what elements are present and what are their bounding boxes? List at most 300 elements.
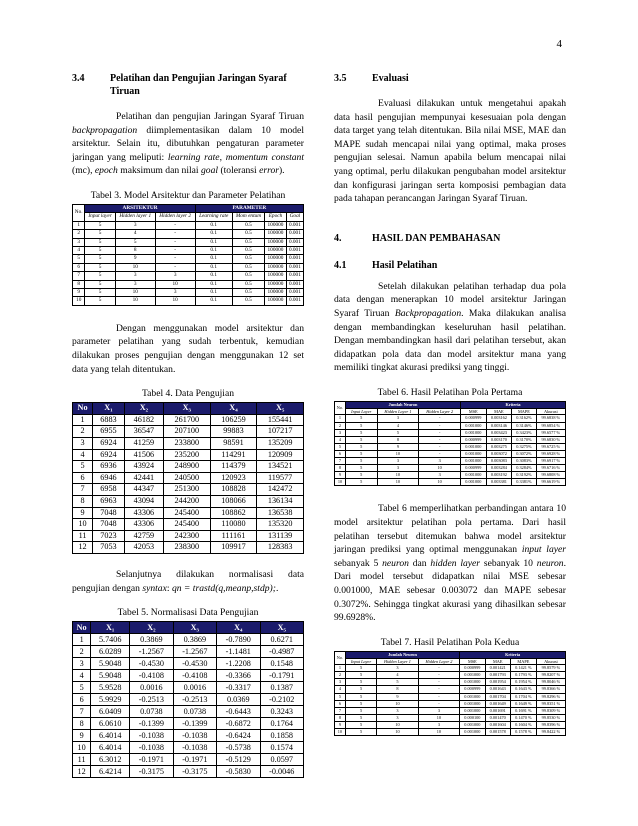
table-cell: - <box>418 693 459 700</box>
table-cell: 10 <box>115 263 155 271</box>
table-cell: 5 <box>345 686 376 693</box>
table-cell: 3 <box>73 658 91 670</box>
table-cell: 10 <box>377 450 419 457</box>
table-cell: 99.6716 % <box>536 465 565 472</box>
table-cell: 1 <box>73 221 85 229</box>
table-cell: 0.001578 <box>485 729 510 736</box>
table-cell: - <box>155 230 195 238</box>
table-cell: 4 <box>335 686 346 693</box>
table-cell: 0.1649 % <box>510 700 536 707</box>
table-cell: 0.001 <box>286 238 303 246</box>
paragraph: Pelatihan dan pengujian Jaringan Syaraf Tiruan backpropagation diimplementasikan dalam 10 model arsitektur. Selain itu, dibutuhkan pengaturan parameter jaringan yang meliputi: learning rate, momentum constant (mc), epoch maksimum dan nilai goal (toleransi error). <box>72 111 305 177</box>
table-cell: 2 <box>335 672 346 679</box>
table-cell: 6936 <box>93 461 125 473</box>
table-cell: 9 <box>73 730 91 742</box>
table-cell: 0.1 <box>195 280 232 288</box>
table-cell: 12 <box>73 766 91 778</box>
table-cell: - <box>418 665 459 672</box>
table-header: Hidden Layer 2 <box>419 409 461 415</box>
table-cell: 3 <box>377 465 419 472</box>
table-cell: 0.1764 <box>260 718 303 730</box>
table-cell: 4 <box>73 449 93 461</box>
table-cell: 1 <box>73 634 91 646</box>
table-cell: 6.3012 <box>91 754 130 766</box>
table-cell: 0.000999 <box>461 465 487 472</box>
table-cell: 120923 <box>210 472 257 484</box>
table-cell: 2 <box>73 426 93 438</box>
section-title: Hasil Pelatihan <box>372 259 438 271</box>
table-row <box>73 238 304 246</box>
table-cell: 6.4014 <box>91 742 130 754</box>
table-cell: - <box>419 415 461 422</box>
table-row <box>335 429 566 436</box>
table-cell: 5 <box>345 436 377 443</box>
table-cell: 5 <box>345 450 377 457</box>
table-row <box>73 255 304 263</box>
table-cell: 0.3243 <box>260 706 303 718</box>
table-cell: 119577 <box>257 472 304 484</box>
table-cell: 5 <box>345 457 377 464</box>
table-row <box>73 706 304 718</box>
table-cell: 5 <box>345 665 376 672</box>
table-row <box>73 682 304 694</box>
table-row <box>335 729 566 736</box>
table-cell: -0.3175 <box>130 766 173 778</box>
training-results-table-1 <box>334 401 566 486</box>
table-cell: 10 <box>377 700 418 707</box>
table-cell: 0.001000 <box>460 693 485 700</box>
table-cell: 0.3869 <box>173 634 216 646</box>
table-cell: 6963 <box>93 495 125 507</box>
table-row <box>73 280 304 288</box>
table-cell: 109917 <box>210 542 257 554</box>
table-cell: -1.1481 <box>217 646 260 658</box>
table-cell: 134521 <box>257 461 304 473</box>
table-cell: 0.1578 % <box>510 729 536 736</box>
table-cell: - <box>419 436 461 443</box>
table-cell: 207100 <box>163 426 210 438</box>
table-cell: -0.5738 <box>217 742 260 754</box>
paragraph: Dengan menggunakan model arsitektur dan parameter pelatihan yang sudah terbentuk, kemudian dilakukan proses pengujian dengan menggunakan 12 set data yang telah ditentukan. <box>72 322 304 375</box>
table-cell: 3 <box>377 457 419 464</box>
table-cell: 6924 <box>93 449 125 461</box>
table-cell: -0.6424 <box>217 730 260 742</box>
table-cell: 0.001000 <box>460 721 485 728</box>
table-header: Hidden Layer 1 <box>377 409 419 415</box>
table-cell: 0.001954 <box>485 679 510 686</box>
table-cell: 10 <box>377 729 418 736</box>
table-cell: 3 <box>377 415 419 422</box>
table-row <box>335 443 566 450</box>
table-cell: 9 <box>115 255 155 263</box>
table-cell: 0.001 <box>286 280 303 288</box>
table-cell: - <box>419 443 461 450</box>
table-cell: 0.3284% <box>512 465 536 472</box>
table-header: Hidden Layer 2 <box>418 658 459 664</box>
table-cell: 100000 <box>265 221 287 229</box>
table-cell: 0.3146% <box>512 422 536 429</box>
normalization-table <box>72 621 304 778</box>
table-row <box>73 461 304 473</box>
table-cell: 0.5 <box>232 263 264 271</box>
table-row <box>73 426 304 438</box>
table-cell: 4 <box>73 670 91 682</box>
table-cell: 1 <box>335 415 346 422</box>
table-cell: 0.001000 <box>460 700 485 707</box>
table-cell: 0.001 <box>286 297 303 305</box>
table-cell: 4 <box>115 230 155 238</box>
table-cell: 7 <box>335 457 346 464</box>
table-cell: -0.2513 <box>130 694 173 706</box>
table-cell: 5 <box>85 272 115 280</box>
table-cell: -1.2208 <box>217 658 260 670</box>
table-cell: 99.6838 % <box>536 415 565 422</box>
table-cell: 10 <box>419 479 461 486</box>
table-cell: 0.001000 <box>461 450 487 457</box>
table-cell: 6883 <box>93 414 125 426</box>
table-cell: 0.1421 % <box>510 665 536 672</box>
section-number: 3.4 <box>72 73 85 84</box>
table-cell: 10 <box>155 297 195 305</box>
table-cell: - <box>419 429 461 436</box>
table-cell: 0.3072% <box>512 450 536 457</box>
table-cell: 0.003170 <box>486 436 512 443</box>
table-header: X₁ <box>91 622 130 634</box>
table-cell: -0.4987 <box>260 646 303 658</box>
table-row <box>73 297 304 305</box>
table-cell: 4 <box>335 436 346 443</box>
table-cell: 0.003275 <box>486 443 512 450</box>
table-cell: 5 <box>345 714 376 721</box>
table-cell: 10 <box>115 297 155 305</box>
table-cell: 5.9048 <box>91 658 130 670</box>
table-row <box>73 247 304 255</box>
table-row <box>73 530 304 542</box>
table-cell: -0.5830 <box>217 766 260 778</box>
table-cell: 5 <box>345 729 376 736</box>
table-cell: 43924 <box>124 461 163 473</box>
table-cell: 99.6854 % <box>536 422 565 429</box>
table-cell: 99.8207 % <box>536 672 565 679</box>
table-cell: -0.3175 <box>173 766 216 778</box>
table-cell: 3 <box>377 714 418 721</box>
table-cell: 5 <box>345 721 376 728</box>
table-caption: Tabel 7. Hasil Pelatihan Pola Kedua <box>380 636 520 648</box>
table-cell: 0.1548 <box>260 658 303 670</box>
table-cell: 114379 <box>210 461 257 473</box>
table-cell: 0.001000 <box>461 457 487 464</box>
table-cell: 3 <box>419 457 461 464</box>
table-cell: - <box>155 247 195 255</box>
table-cell: 6.4014 <box>91 730 130 742</box>
table-cell: 6.4214 <box>91 766 130 778</box>
table-cell: 0.001691 <box>485 707 510 714</box>
table-cell: 0.1 <box>195 289 232 297</box>
table-cell: 7048 <box>93 519 125 531</box>
table-cell: 5 <box>335 443 346 450</box>
table-cell: -0.2102 <box>260 694 303 706</box>
table-cell: 5 <box>345 679 376 686</box>
table-cell: -0.1399 <box>173 718 216 730</box>
paragraph: Tabel 6 memperlihatkan perbandingan antara 10 model arsitektur pelatihan pola pertama. Dari hasil pelatihan tersebut ditemukan bahwa model arsitektur jaringan prediksi yang optimal menggunakan input layer sebanyak 5 neuron dan hidden layer sebanyak 10 neuron. Dari model tersebut didapatkan nilai MSE sebesar 0.001000, MAE sebesar 0.003072 dan MAPE sebesar 0.3072%. Sehingga tingkat akurasi yang dihasilkan sebesar 99.6928%. <box>334 503 567 624</box>
table-cell: 3 <box>155 289 195 297</box>
table-row <box>335 679 566 686</box>
table-cell: 3 <box>115 280 155 288</box>
table-cell: 0.1 <box>195 297 232 305</box>
table-row <box>335 672 566 679</box>
table-cell: -0.3366 <box>217 670 260 682</box>
table-cell: 100000 <box>265 238 287 246</box>
test-data-table <box>72 402 304 554</box>
table-cell: 0.001643 <box>485 686 510 693</box>
table-cell: 7048 <box>93 507 125 519</box>
table-cell: 6 <box>73 472 93 484</box>
table-header: Goal <box>286 213 303 221</box>
table-cell: 6 <box>73 694 91 706</box>
table-cell: 99883 <box>210 426 257 438</box>
table-cell: 3 <box>335 679 346 686</box>
table-row <box>335 714 566 721</box>
table-cell: 0.000100 <box>460 714 485 721</box>
table-cell: 0.1954 % <box>510 679 536 686</box>
table-cell: 8 <box>335 465 346 472</box>
table-cell: 108828 <box>210 484 257 496</box>
table-cell: 0.3162% <box>512 415 536 422</box>
table-header: No. <box>335 401 346 415</box>
table-cell: 0.6271 <box>260 634 303 646</box>
training-results-table-2 <box>334 651 566 736</box>
table-cell: 0.5 <box>232 280 264 288</box>
table-cell: 5 <box>85 289 115 297</box>
subsection-heading <box>334 259 566 272</box>
table-cell: 244200 <box>163 495 210 507</box>
table-cell: 0.001 <box>286 289 303 297</box>
table-cell: 0.3869 <box>130 634 173 646</box>
table-cell: 44347 <box>124 484 163 496</box>
section-title: HASIL DAN PEMBAHASAN <box>372 232 501 244</box>
table-cell: 3 <box>73 238 85 246</box>
table-cell: 10 <box>335 479 346 486</box>
table-cell: -0.4530 <box>130 658 173 670</box>
table-cell: 3 <box>115 272 155 280</box>
table-cell: 99.6725 % <box>536 443 565 450</box>
table-cell: 155441 <box>257 414 304 426</box>
table-cell: 8 <box>377 686 418 693</box>
table-cell: 100000 <box>265 230 287 238</box>
table-cell: 235200 <box>163 449 210 461</box>
table-cell: 5 <box>345 422 377 429</box>
table-cell: 0.001000 <box>461 429 487 436</box>
table-cell: 240500 <box>163 472 210 484</box>
table-cell: 99.8396 % <box>536 721 565 728</box>
table-cell: 6.0610 <box>91 718 130 730</box>
table-cell: -0.1791 <box>260 670 303 682</box>
table-cell: 0.003072 <box>486 450 512 457</box>
table-header: Input layer <box>85 213 115 221</box>
table-cell: 0.003146 <box>486 422 512 429</box>
table-cell: 0.001000 <box>461 422 487 429</box>
table-cell: 43306 <box>124 507 163 519</box>
table-row <box>73 542 304 554</box>
table-cell: - <box>419 450 461 457</box>
table-row <box>73 658 304 670</box>
table-cell: 0.001 <box>286 272 303 280</box>
table-cell: -0.6443 <box>217 706 260 718</box>
table-row <box>335 693 566 700</box>
table-cell: 0.3192% <box>512 472 536 479</box>
table-cell: 3 <box>418 721 459 728</box>
table-cell: 98591 <box>210 438 257 450</box>
table-cell: 0.000999 <box>461 436 487 443</box>
table-row <box>73 694 304 706</box>
table-cell: 0.001 <box>286 230 303 238</box>
table-cell: 5 <box>85 255 115 263</box>
table-cell: 11 <box>73 530 93 542</box>
table-cell: 7 <box>73 272 85 280</box>
table-cell: 100000 <box>265 255 287 263</box>
table-cell: 5 <box>345 672 376 679</box>
table-row <box>335 422 566 429</box>
table-cell: 41259 <box>124 438 163 450</box>
table-cell: 0.001 <box>286 221 303 229</box>
table-cell: 2 <box>73 646 91 658</box>
table-cell: 99.8296 % <box>536 693 565 700</box>
table-header: X₅ <box>257 403 304 415</box>
table-cell: -0.0046 <box>260 766 303 778</box>
table-cell: 0.1 <box>195 272 232 280</box>
table-cell: 10 <box>377 479 419 486</box>
table-cell: 5 <box>345 465 377 472</box>
table-cell: 8 <box>115 247 155 255</box>
table-row <box>73 634 304 646</box>
table-cell: 43306 <box>124 519 163 531</box>
table-cell: 0.001000 <box>461 472 487 479</box>
table-header: No <box>73 403 93 415</box>
table-cell: 7053 <box>93 542 125 554</box>
table-cell: 99.6830 % <box>536 436 565 443</box>
section-heading <box>334 72 566 85</box>
table-cell: 0.1470 % <box>510 714 536 721</box>
table-cell: 0.1691 % <box>510 707 536 714</box>
table-row <box>335 700 566 707</box>
table-cell: 233800 <box>163 438 210 450</box>
table-cell: 0.3275% <box>512 443 536 450</box>
table-cell: 108862 <box>210 507 257 519</box>
table-cell: 5 <box>73 255 85 263</box>
table-header: No. <box>73 204 85 221</box>
table-cell: 0.001000 <box>461 479 487 486</box>
table-cell: 99.8351 % <box>536 700 565 707</box>
page-number: 4 <box>556 38 562 50</box>
table-cell: 0.001 <box>286 263 303 271</box>
table-row <box>73 414 304 426</box>
table-cell: 111161 <box>210 530 257 542</box>
table-cell: - <box>155 221 195 229</box>
table-row <box>73 646 304 658</box>
table-cell: 0.5 <box>232 255 264 263</box>
table-cell: 3 <box>335 429 346 436</box>
table-cell: 8 <box>73 280 85 288</box>
table-cell: 2 <box>73 230 85 238</box>
table-cell: 3 <box>115 221 155 229</box>
table-cell: 6.0409 <box>91 706 130 718</box>
table-cell: - <box>419 422 461 429</box>
table-cell: 10 <box>418 729 459 736</box>
table-cell: 99.6619 % <box>536 479 565 486</box>
table-group-header: Jumlah Neuron <box>345 401 460 408</box>
table-cell: 5 <box>377 429 419 436</box>
table-cell: 0.0369 <box>217 694 260 706</box>
table-header: X₂ <box>130 622 173 634</box>
table-row <box>73 289 304 297</box>
section-heading <box>334 232 566 245</box>
table-cell: 99.6577 % <box>536 429 565 436</box>
table-cell: 0.001649 <box>485 700 510 707</box>
table-cell: 36547 <box>124 426 163 438</box>
table-cell: 6 <box>73 263 85 271</box>
table-header: Hidden Layer 1 <box>377 658 418 664</box>
table-cell: 0.003381 <box>486 479 512 486</box>
table-cell: 0.0738 <box>173 706 216 718</box>
table-row <box>73 730 304 742</box>
table-row <box>335 686 566 693</box>
table-cell: 0.000999 <box>461 415 487 422</box>
table-cell: -0.7890 <box>217 634 260 646</box>
table-cell: 5 <box>115 238 155 246</box>
table-cell: 7 <box>73 706 91 718</box>
section-number: 4. <box>334 232 342 244</box>
table-cell: -0.4108 <box>130 670 173 682</box>
table-cell: 0.5 <box>232 297 264 305</box>
table-cell: 5 <box>345 693 376 700</box>
table-cell: 5.9528 <box>91 682 130 694</box>
table-cell: 99.6808 % <box>536 472 565 479</box>
table-cell: 0.1 <box>195 238 232 246</box>
table-cell: 46182 <box>124 414 163 426</box>
table-cell: 114291 <box>210 449 257 461</box>
architecture-table <box>72 204 304 306</box>
table-cell: 5 <box>377 679 418 686</box>
table-cell: 245400 <box>163 519 210 531</box>
table-cell: -0.5129 <box>217 754 260 766</box>
table-cell: 0.0738 <box>130 706 173 718</box>
table-header: Hidden layer 1 <box>115 213 155 221</box>
table-cell: 5 <box>73 682 91 694</box>
table-cell: 0.1604 % <box>510 721 536 728</box>
table-cell: -0.1038 <box>173 742 216 754</box>
table-cell: 3 <box>377 665 418 672</box>
table-group-header: Jumlah Neuron <box>345 651 459 658</box>
table-header: X₄ <box>210 403 257 415</box>
table-header: MAPE <box>510 658 536 664</box>
table-row <box>73 472 304 484</box>
table-row <box>73 754 304 766</box>
table-cell: - <box>418 686 459 693</box>
table-cell: 6 <box>335 450 346 457</box>
table-cell: -0.1038 <box>130 742 173 754</box>
paragraph: Evaluasi dilakukan untuk mengetahui apakah data hasil pengujian mempunyai kesesuaian pola dengan data target yang telah ditentukan. Bila nilai MSE, MAE dan MAPE sudah mencapai nilai yang optimal, maka proses pengujian selesai. Namun apabila belum mencapai nilai yang optimal, perlu dilakukan pengubahan model arsitektur dan konfigurasi jaringan serta komposisi pembagian data pada tahapan perancangan Jaringan Syaraf Tiruan. <box>334 98 566 205</box>
table-cell: 120909 <box>257 449 304 461</box>
table-cell: 99.8366 % <box>536 686 565 693</box>
table-cell: 10 <box>419 465 461 472</box>
table-cell: 5 <box>73 461 93 473</box>
table-header: Input Layer <box>345 658 376 664</box>
table-cell: 108066 <box>210 495 257 507</box>
table-cell: 0.0016 <box>130 682 173 694</box>
table-cell: 7023 <box>93 530 125 542</box>
table-header: Akurasi <box>536 658 565 664</box>
table-cell: 5 <box>85 247 115 255</box>
